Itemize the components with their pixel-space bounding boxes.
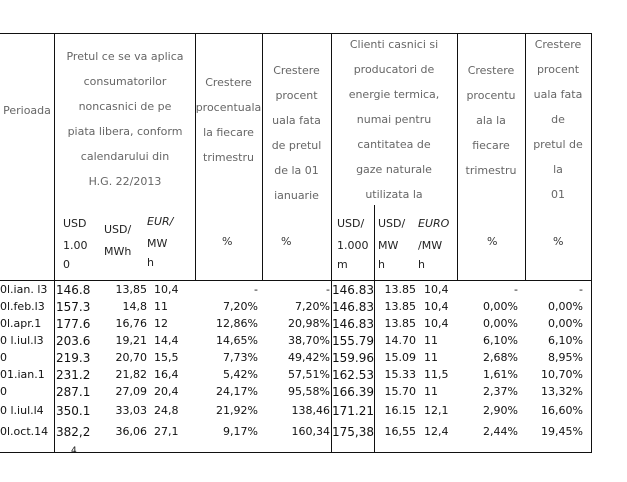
- cell-growth-jan-1: 160,34: [291, 425, 330, 438]
- cell-period: 0l.ian. l3: [0, 283, 48, 296]
- cell-casnici-usd-1000: 146.83: [332, 317, 374, 331]
- cell-casnici-eur-mwh: 11: [424, 334, 438, 347]
- cell-period: 0 l.iul.l3: [0, 334, 44, 347]
- cell-growth-jan-2: 8,95%: [548, 351, 583, 364]
- cell-period: 0l.feb.l3: [0, 300, 45, 313]
- unit-percent-4: %: [553, 235, 564, 248]
- cell-casnici-usd-mwh: 15.09: [384, 351, 416, 364]
- cell-period: 0 l.iul.l4: [0, 404, 44, 417]
- col-divider-5: [374, 205, 375, 452]
- cell-casnici-usd-1000: 159.96: [332, 351, 374, 365]
- cell-price-usd-mwh: 33,03: [115, 404, 147, 417]
- cell-growth-quarter-1: -: [254, 283, 258, 296]
- cell-growth-quarter-2: 2,68%: [483, 351, 518, 364]
- cell-growth-jan-2: 10,70%: [541, 368, 583, 381]
- cell-casnici-usd-mwh: 15.70: [384, 385, 416, 398]
- cell-growth-quarter-1: 12,86%: [216, 317, 258, 330]
- cell-growth-jan-2: 16,60%: [541, 404, 583, 417]
- cell-growth-quarter-1: 24,17%: [216, 385, 258, 398]
- cell-price-eur-mwh: 20,4: [154, 385, 179, 398]
- cell-growth-quarter-2: 2,44%: [483, 425, 518, 438]
- cell-casnici-usd-mwh: 13.85: [384, 317, 416, 330]
- col-divider-right: [591, 33, 592, 452]
- cell-price-usd-1000: 177.6: [56, 317, 91, 331]
- header-bottom-border: [0, 280, 592, 281]
- unit-usd-1000-a: USD 1.00 0: [63, 217, 88, 271]
- cell-growth-jan-1: 138,46: [291, 404, 330, 417]
- cell-growth-quarter-1: 7,73%: [223, 351, 258, 364]
- cell-growth-jan-2: 13,32%: [541, 385, 583, 398]
- header-growth-quarter-1: Crestere procentuala la fiecare trimestru: [195, 76, 262, 164]
- cell-growth-quarter-2: 2,37%: [483, 385, 518, 398]
- cell-casnici-eur-mwh: 10,4: [424, 283, 449, 296]
- cell-growth-quarter-1: 7,20%: [223, 300, 258, 313]
- cell-growth-quarter-2: 6,10%: [483, 334, 518, 347]
- cell-growth-quarter-1: 5,42%: [223, 368, 258, 381]
- cell-growth-jan-1: 57,51%: [288, 368, 330, 381]
- unit-percent-1: %: [222, 235, 233, 248]
- unit-percent-3: %: [487, 235, 498, 248]
- cell-growth-jan-1: 95,58%: [288, 385, 330, 398]
- cell-price-usd-mwh: 13,85: [115, 283, 147, 296]
- header-period: Perioada: [3, 104, 51, 117]
- cell-period: 0: [0, 385, 7, 398]
- cell-casnici-usd-mwh: 14.70: [384, 334, 416, 347]
- cell-price-usd-mwh: 19,21: [115, 334, 147, 347]
- unit-eur-mwh-b: EURO /MW h: [418, 217, 450, 271]
- unit-percent-2: %: [281, 235, 292, 248]
- cell-period: 0l.apr.1: [0, 317, 42, 330]
- cell-casnici-eur-mwh: 10,4: [424, 317, 449, 330]
- cell-growth-quarter-1: 14,65%: [216, 334, 258, 347]
- cell-growth-quarter-1: 21,92%: [216, 404, 258, 417]
- cell-casnici-eur-mwh: 11,5: [424, 368, 449, 381]
- cell-casnici-usd-mwh: 16.15: [384, 404, 416, 417]
- cell-casnici-usd-mwh: 13.85: [384, 283, 416, 296]
- cell-casnici-usd-1000: 175,38: [332, 425, 374, 439]
- cell-casnici-usd-1000: 146.83: [332, 283, 374, 297]
- unit-usd-mwh-b: USD/ MW h: [378, 217, 406, 271]
- cell-casnici-usd-mwh: 15.33: [384, 368, 416, 381]
- cell-period: 0: [0, 351, 7, 364]
- cell-growth-quarter-2: 1,61%: [483, 368, 518, 381]
- cell-casnici-usd-1000: 166.39: [332, 385, 374, 399]
- cell-casnici-usd-1000: 146.83: [332, 300, 374, 314]
- trailing-fragment: 4: [71, 446, 77, 456]
- cell-growth-quarter-2: -: [514, 283, 518, 296]
- cell-price-usd-mwh: 20,70: [115, 351, 147, 364]
- cell-price-eur-mwh: 15,5: [154, 351, 179, 364]
- cell-casnici-usd-mwh: 13.85: [384, 300, 416, 313]
- header-growth-jan-2: Crestere procent uala fata de pretul de la 01: [533, 38, 583, 201]
- cell-growth-jan-1: 7,20%: [295, 300, 330, 313]
- cell-price-usd-1000: 157.3: [56, 300, 91, 314]
- cell-growth-quarter-2: 2,90%: [483, 404, 518, 417]
- header-growth-quarter-2: Crestere procentu ala la fiecare trimestru: [465, 64, 517, 177]
- cell-growth-quarter-2: 0,00%: [483, 300, 518, 313]
- cell-growth-jan-2: 0,00%: [548, 300, 583, 313]
- cell-growth-jan-2: -: [579, 283, 583, 296]
- cell-casnici-eur-mwh: 12,4: [424, 425, 449, 438]
- cell-price-eur-mwh: 10,4: [154, 283, 179, 296]
- cell-growth-jan-1: -: [326, 283, 330, 296]
- cell-period: 0l.oct.14: [0, 425, 49, 438]
- cell-growth-jan-2: 0,00%: [548, 317, 583, 330]
- cell-casnici-usd-1000: 162.53: [332, 368, 374, 382]
- cell-price-usd-1000: 231.2: [56, 368, 91, 382]
- cell-price-eur-mwh: 24,8: [154, 404, 179, 417]
- cell-price-usd-1000: 219.3: [56, 351, 91, 365]
- cell-price-usd-mwh: 14,8: [122, 300, 147, 313]
- cell-growth-jan-1: 20,98%: [288, 317, 330, 330]
- cell-growth-quarter-1: 9,17%: [223, 425, 258, 438]
- cell-price-usd-mwh: 27,09: [115, 385, 147, 398]
- cell-casnici-usd-1000: 171.21: [332, 404, 374, 418]
- cell-growth-quarter-2: 0,00%: [483, 317, 518, 330]
- cell-price-usd-1000: 287.1: [56, 385, 91, 399]
- unit-usd-mwh-a: USD/ MWh: [104, 223, 132, 258]
- cell-price-usd-1000: 382,2: [56, 425, 91, 439]
- cell-casnici-usd-mwh: 16,55: [384, 425, 416, 438]
- header-growth-jan-1: Crestere procent uala fata de pretul de la 01 ianuarie: [271, 64, 322, 202]
- unit-eur-mwh-a: EUR/ MW h: [147, 215, 174, 269]
- cell-price-usd-mwh: 36,06: [115, 425, 147, 438]
- cell-price-eur-mwh: 12: [154, 317, 168, 330]
- cell-growth-jan-2: 19,45%: [541, 425, 583, 438]
- cell-price-eur-mwh: 11: [154, 300, 168, 313]
- cell-price-usd-mwh: 21,82: [115, 368, 147, 381]
- cell-price-usd-1000: 146.8: [56, 283, 91, 297]
- cell-price-usd-1000: 203.6: [56, 334, 91, 348]
- cell-growth-jan-2: 6,10%: [548, 334, 583, 347]
- header-clients-casnici: Clienti casnici si producatori de energie termica, numai pentru cantitatea de gaze naturale utilizata la: [348, 38, 440, 201]
- table-bottom-border: [0, 452, 592, 453]
- cell-casnici-usd-1000: 155.79: [332, 334, 374, 348]
- header-price-noncasnici: Pretul ce se va aplica consumatorilor noncasnici de pe piata libera, conform calendarului din H.G. 22/2013: [66, 50, 184, 188]
- cell-casnici-eur-mwh: 10,4: [424, 300, 449, 313]
- cell-casnici-eur-mwh: 11: [424, 351, 438, 364]
- cell-period: 01.ian.1: [0, 368, 45, 381]
- cell-price-eur-mwh: 16,4: [154, 368, 179, 381]
- unit-usd-1000-b: USD/ 1.000 m: [337, 217, 369, 271]
- cell-casnici-eur-mwh: 11: [424, 385, 438, 398]
- cell-price-eur-mwh: 27,1: [154, 425, 179, 438]
- cell-growth-jan-1: 49,42%: [288, 351, 330, 364]
- cell-price-eur-mwh: 14,4: [154, 334, 179, 347]
- table-top-border: [0, 33, 592, 34]
- cell-price-usd-1000: 350.1: [56, 404, 91, 418]
- cell-price-usd-mwh: 16,76: [115, 317, 147, 330]
- cell-casnici-eur-mwh: 12,1: [424, 404, 449, 417]
- cell-growth-jan-1: 38,70%: [288, 334, 330, 347]
